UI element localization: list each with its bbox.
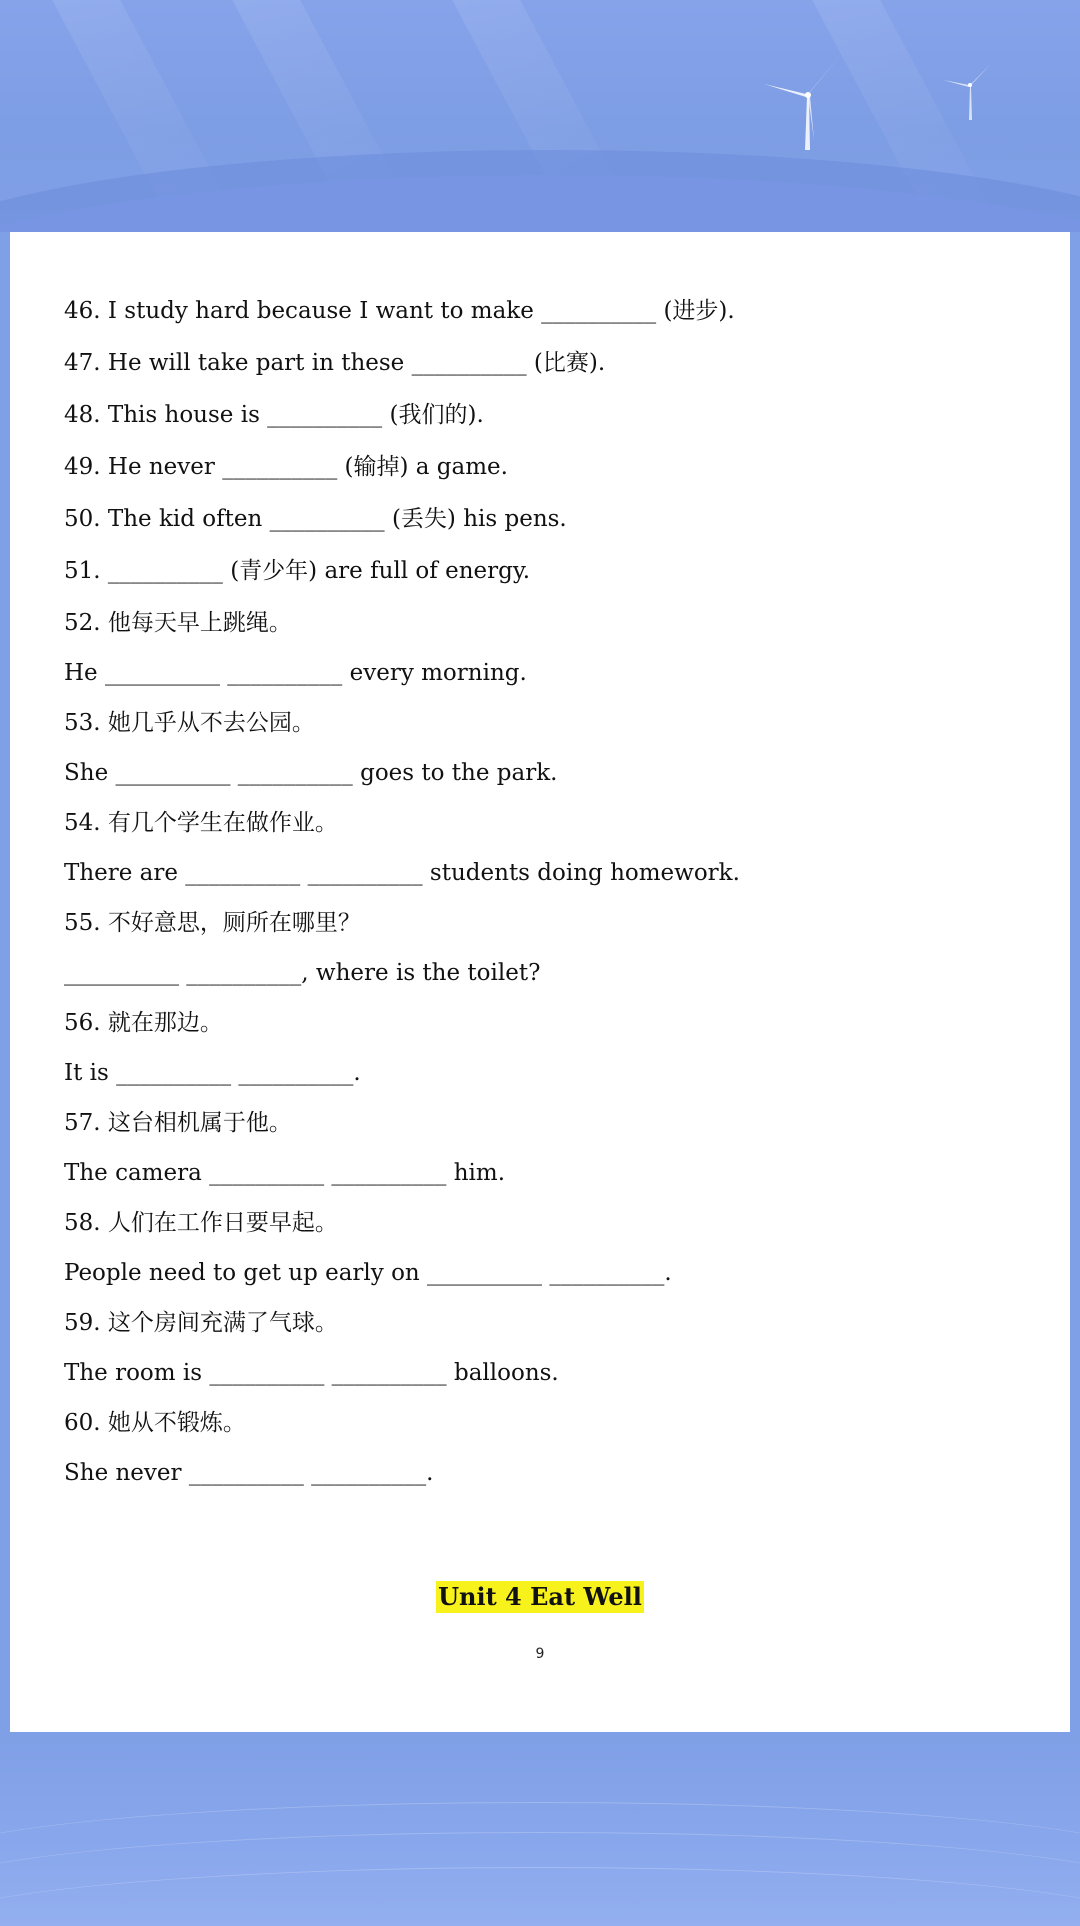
header-background — [0, 0, 1080, 232]
exercise-line: 48. This house is __________ (我们的). — [64, 402, 484, 428]
exercise-line: He __________ __________ every morning. — [64, 660, 527, 686]
page-number: 9 — [535, 1646, 545, 1662]
exercise-line: 53. 她几乎从不去公园。 — [64, 710, 315, 736]
exercise-line: __________ __________, where is the toilet? — [64, 960, 541, 986]
unit-title: Unit 4 Eat Well — [438, 1582, 642, 1611]
exercise-line: She __________ __________ goes to the park. — [64, 760, 558, 786]
wind-turbine-icon — [752, 48, 862, 158]
exercise-line: The camera __________ __________ him. — [64, 1160, 506, 1186]
exercise-line: The room is __________ __________ balloons. — [64, 1360, 559, 1386]
exercise-line: 50. The kid often __________ (丢失) his pens. — [64, 506, 567, 532]
exercise-line: People need to get up early on __________ __________. — [64, 1260, 672, 1286]
footer-background — [0, 1732, 1080, 1926]
exercise-line: 51. __________ (青少年) are full of energy. — [64, 558, 531, 584]
exercise-line: 54. 有几个学生在做作业。 — [64, 810, 338, 836]
exercise-line: 47. He will take part in these __________ (比赛). — [64, 350, 606, 376]
exercise-line: It is __________ __________. — [64, 1060, 361, 1086]
exercise-line: 52. 他每天早上跳绳。 — [64, 610, 292, 636]
exercise-line: 57. 这台相机属于他。 — [64, 1110, 292, 1136]
unit-heading — [0, 1581, 1080, 1613]
exercise-line: 49. He never __________ (输掉) a game. — [64, 454, 508, 480]
exercise-line: 58. 人们在工作日要早起。 — [64, 1210, 338, 1236]
exercise-list — [64, 296, 740, 1508]
exercise-line: 46. I study hard because I want to make __________ (进步). — [64, 298, 735, 324]
exercise-line: She never __________ __________. — [64, 1460, 434, 1486]
wind-turbine-icon — [935, 58, 1005, 128]
exercise-line: 60. 她从不锻炼。 — [64, 1410, 246, 1436]
exercise-line: 55. 不好意思，厕所在哪里？ — [64, 910, 361, 936]
exercise-line: There are __________ __________ students doing homework. — [64, 860, 740, 886]
exercise-line: 59. 这个房间充满了气球。 — [64, 1310, 338, 1336]
exercise-line: 56. 就在那边。 — [64, 1010, 223, 1036]
